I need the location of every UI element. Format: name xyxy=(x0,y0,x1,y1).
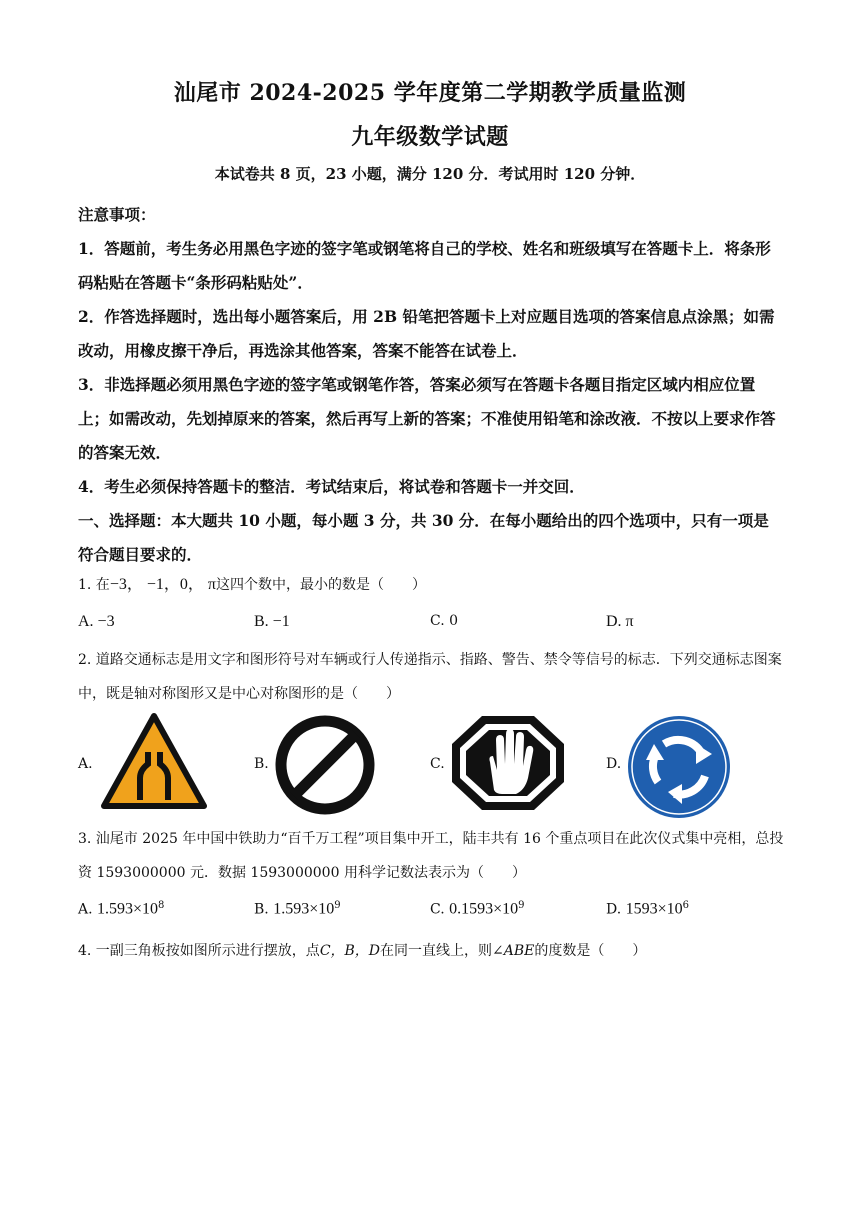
notes-heading: 注意事项： xyxy=(78,205,156,224)
option-c-label: C. xyxy=(430,901,445,918)
question-4-text xyxy=(78,934,788,968)
option-b: B. −1 xyxy=(254,613,290,630)
question-2 xyxy=(78,643,788,711)
no-entry-circle-icon xyxy=(274,714,376,816)
q4-middle: 在同一直线上，则 xyxy=(380,943,493,959)
exam-info: 本试卷共 8 页，23 小题，满分 120 分．考试用时 120 分钟． xyxy=(214,165,646,183)
option-b xyxy=(254,900,341,919)
question-3-options xyxy=(78,900,778,924)
option-a-exponent: 8 xyxy=(158,900,165,911)
notes-section xyxy=(78,198,778,572)
question-4 xyxy=(78,934,788,968)
option-a-mantissa: 1.593×10 xyxy=(97,900,159,918)
option-d-label: D. xyxy=(606,901,622,918)
option-b-mantissa: 1.593×10 xyxy=(273,900,335,918)
exam-subtitle: 九年级数学试题 xyxy=(351,124,509,150)
option-c-exponent: 9 xyxy=(518,900,525,911)
question-3-text: 3. 汕尾市 2025 年中国中铁助力“百千万工程”项目集中开工，陆丰共有 16 个重点项目在此次仪式集中亮相，总投资 1593000000 元．数据 1593000000 用科学记数法表示为（ ） xyxy=(78,831,784,881)
sign-label-a: A. xyxy=(78,756,93,772)
question-2-signs xyxy=(78,712,778,817)
q4-prefix: 4. 一副三角板按如图所示进行摆放，点 xyxy=(78,943,320,959)
note-item: 1．答题前，考生务必用黑色字迹的签字笔或钢笔将自己的学校、姓名和班级填写在答题卡上．将条形码粘贴在答题卡“条形码粘贴处”． xyxy=(78,239,771,292)
q4-angle: ∠ABE xyxy=(492,943,535,959)
stop-hand-octagon-icon xyxy=(450,714,566,812)
option-c xyxy=(430,900,525,919)
option-b-label: B. xyxy=(254,901,269,918)
roundabout-icon xyxy=(626,714,732,820)
question-1-options xyxy=(78,613,778,637)
q1-prefix: 1. 在 xyxy=(78,577,110,593)
option-d: D. π xyxy=(606,613,634,630)
exam-title: 汕尾市 2024-2025 学年度第二学期教学质量监测 xyxy=(173,80,687,106)
sign-label-c: C. xyxy=(430,756,445,772)
q4-points: C，B，D xyxy=(319,943,381,959)
option-a xyxy=(78,900,164,919)
question-2-text: 2. 道路交通标志是用文字和图形符号对车辆或行人传递指示、指路、警告、禁令等信号的标志．下列交通标志图案中，既是轴对称图形又是中心对称图形的是（ ） xyxy=(78,652,782,702)
q1-suffix: 这四个数中，最小的数是（ ） xyxy=(215,577,426,593)
section-heading: 一、选择题：本大题共 10 小题，每小题 3 分，共 30 分．在每小题给出的四个选项中，只有一项是符合题目要求的． xyxy=(78,511,769,564)
question-1 xyxy=(78,568,788,602)
q4-suffix: 的度数是（ ） xyxy=(534,943,647,959)
sign-label-b: B. xyxy=(254,756,269,772)
option-d xyxy=(606,900,689,919)
question-1-text xyxy=(78,568,788,602)
option-b-exponent: 9 xyxy=(334,900,341,911)
road-narrows-warning-icon xyxy=(100,712,208,810)
option-c-mantissa: 0.1593×10 xyxy=(449,900,519,918)
note-item: 2．作答选择题时，选出每小题答案后，用 2B 铅笔把答题卡上对应题目选项的答案信息点涂黑；如需改动，用橡皮擦干净后，再选涂其他答案，答案不能答在试卷上． xyxy=(78,307,775,360)
option-a-label: A. xyxy=(78,901,93,918)
option-c: C. 0 xyxy=(430,613,459,629)
q1-values: −3， −1，0， π xyxy=(109,576,216,593)
option-d-exponent: 6 xyxy=(682,900,690,911)
question-3 xyxy=(78,822,788,890)
note-item: 3．非选择题必须用黑色字迹的签字笔或钢笔作答，答案必须写在答题卡各题目指定区域内相应位置上；如需改动，先划掉原来的答案，然后再写上新的答案；不准使用铅笔和涂改液．不按以上要求作答的答案无效． xyxy=(78,375,776,462)
option-a: A. −3 xyxy=(78,613,115,630)
note-item: 4．考生必须保持答题卡的整洁．考试结束后，将试卷和答题卡一并交回． xyxy=(78,477,585,496)
option-d-mantissa: 1593×10 xyxy=(625,900,683,918)
sign-label-d: D. xyxy=(606,756,622,772)
